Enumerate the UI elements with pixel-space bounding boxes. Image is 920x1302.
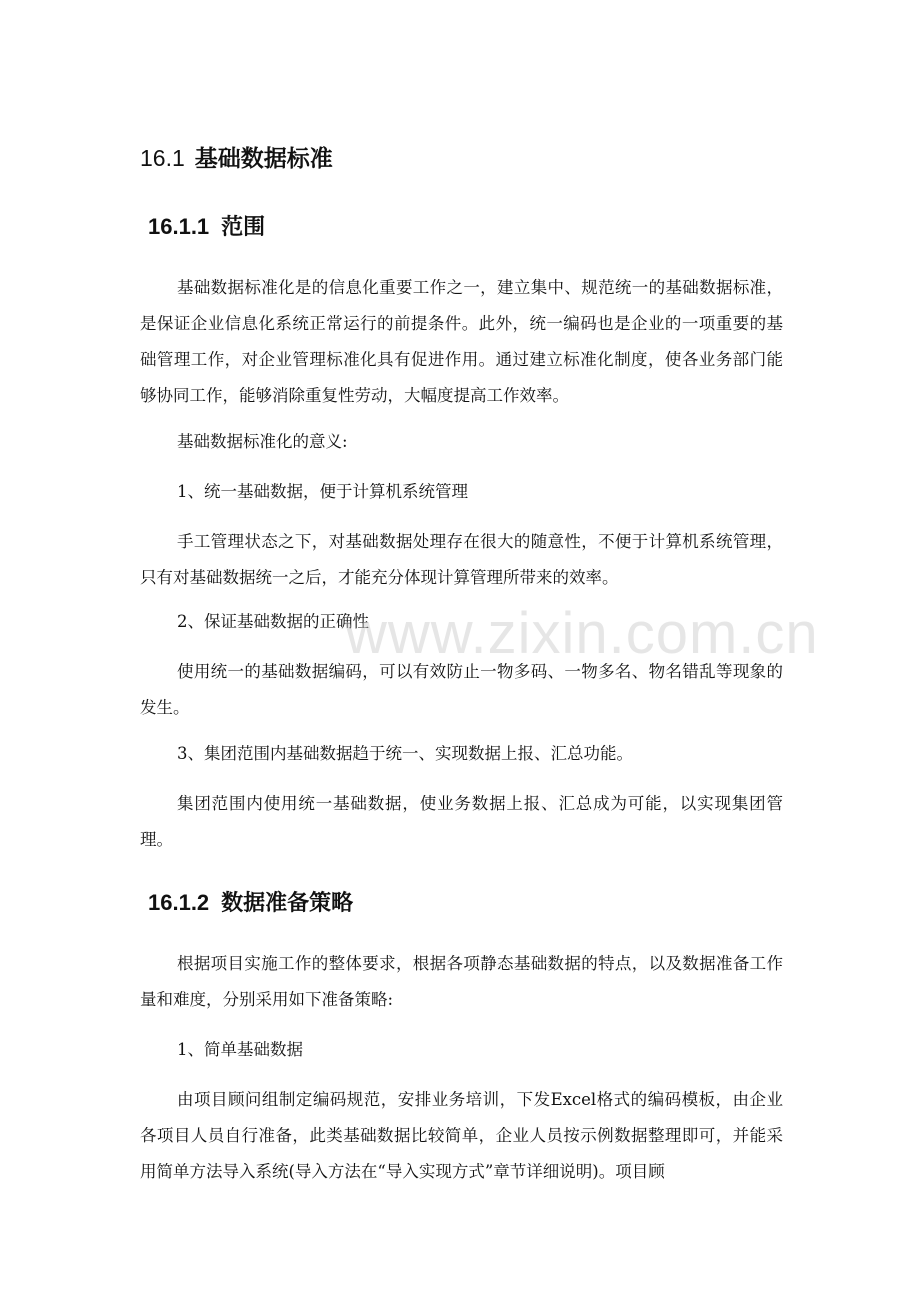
paragraph-significance: 基础数据标准化的意义: <box>177 432 348 451</box>
section-title: 基础数据标准 <box>194 146 333 172</box>
paragraph-item-3-detail: 集团范围内使用统一基础数据，使业务数据上报、汇总成为可能，以实现集团管理。 <box>140 794 783 849</box>
list-item-2: 2、保证基础数据的正确性 <box>177 612 369 631</box>
paragraph-strategy-intro: 根据项目实施工作的整体要求，根据各项静态基础数据的特点，以及数据准备工作量和难度，分别采用如下准备策略: <box>140 954 783 1009</box>
subsection-title: 范围 <box>221 215 266 240</box>
subsection-title: 数据准备策略 <box>221 891 354 916</box>
section-heading <box>140 140 333 173</box>
paragraph-item-2-detail: 使用统一的基础数据编码，可以有效防止一物多码、一物多名、物名错乱等现象的发生。 <box>140 662 783 717</box>
subsection-heading-strategy <box>148 886 353 917</box>
subsection-heading-scope <box>148 210 265 241</box>
paragraph-item-1-detail: 手工管理状态之下，对基础数据处理存在很大的随意性，不便于计算机系统管理，只有对基础数据统一之后，才能充分体现计算管理所带来的效率。 <box>140 532 783 587</box>
list-item-1: 1、统一基础数据，便于计算机系统管理 <box>177 482 468 501</box>
subsection-number: 16.1.2 <box>148 890 210 915</box>
list-item-3: 3、集团范围内基础数据趋于统一、实现数据上报、汇总功能。 <box>177 744 633 763</box>
section-number: 16.1 <box>140 145 185 171</box>
subsection-number: 16.1.1 <box>148 214 210 239</box>
paragraph-simple-data-detail: 由项目顾问组制定编码规范，安排业务培训，下发Excel格式的编码模板，由企业各项目人员自行准备，此类基础数据比较简单，企业人员按示例数据整理即可，并能采用简单方法导入系统(导入方法在“导入实现方式”章节详细说明)。项目顾 <box>140 1090 783 1181</box>
watermark-text: www.zixin.com.cn <box>345 601 819 666</box>
paragraph-intro: 基础数据标准化是的信息化重要工作之一，建立集中、规范统一的基础数据标准，是保证企业信息化系统正常运行的前提条件。此外，统一编码也是企业的一项重要的基础管理工作，对企业管理标准化具有促进作用。通过建立标准化制度，使各业务部门能够协同工作，能够消除重复性劳动，大幅度提高工作效率。 <box>140 278 783 405</box>
list-item-simple-data: 1、简单基础数据 <box>177 1040 303 1059</box>
